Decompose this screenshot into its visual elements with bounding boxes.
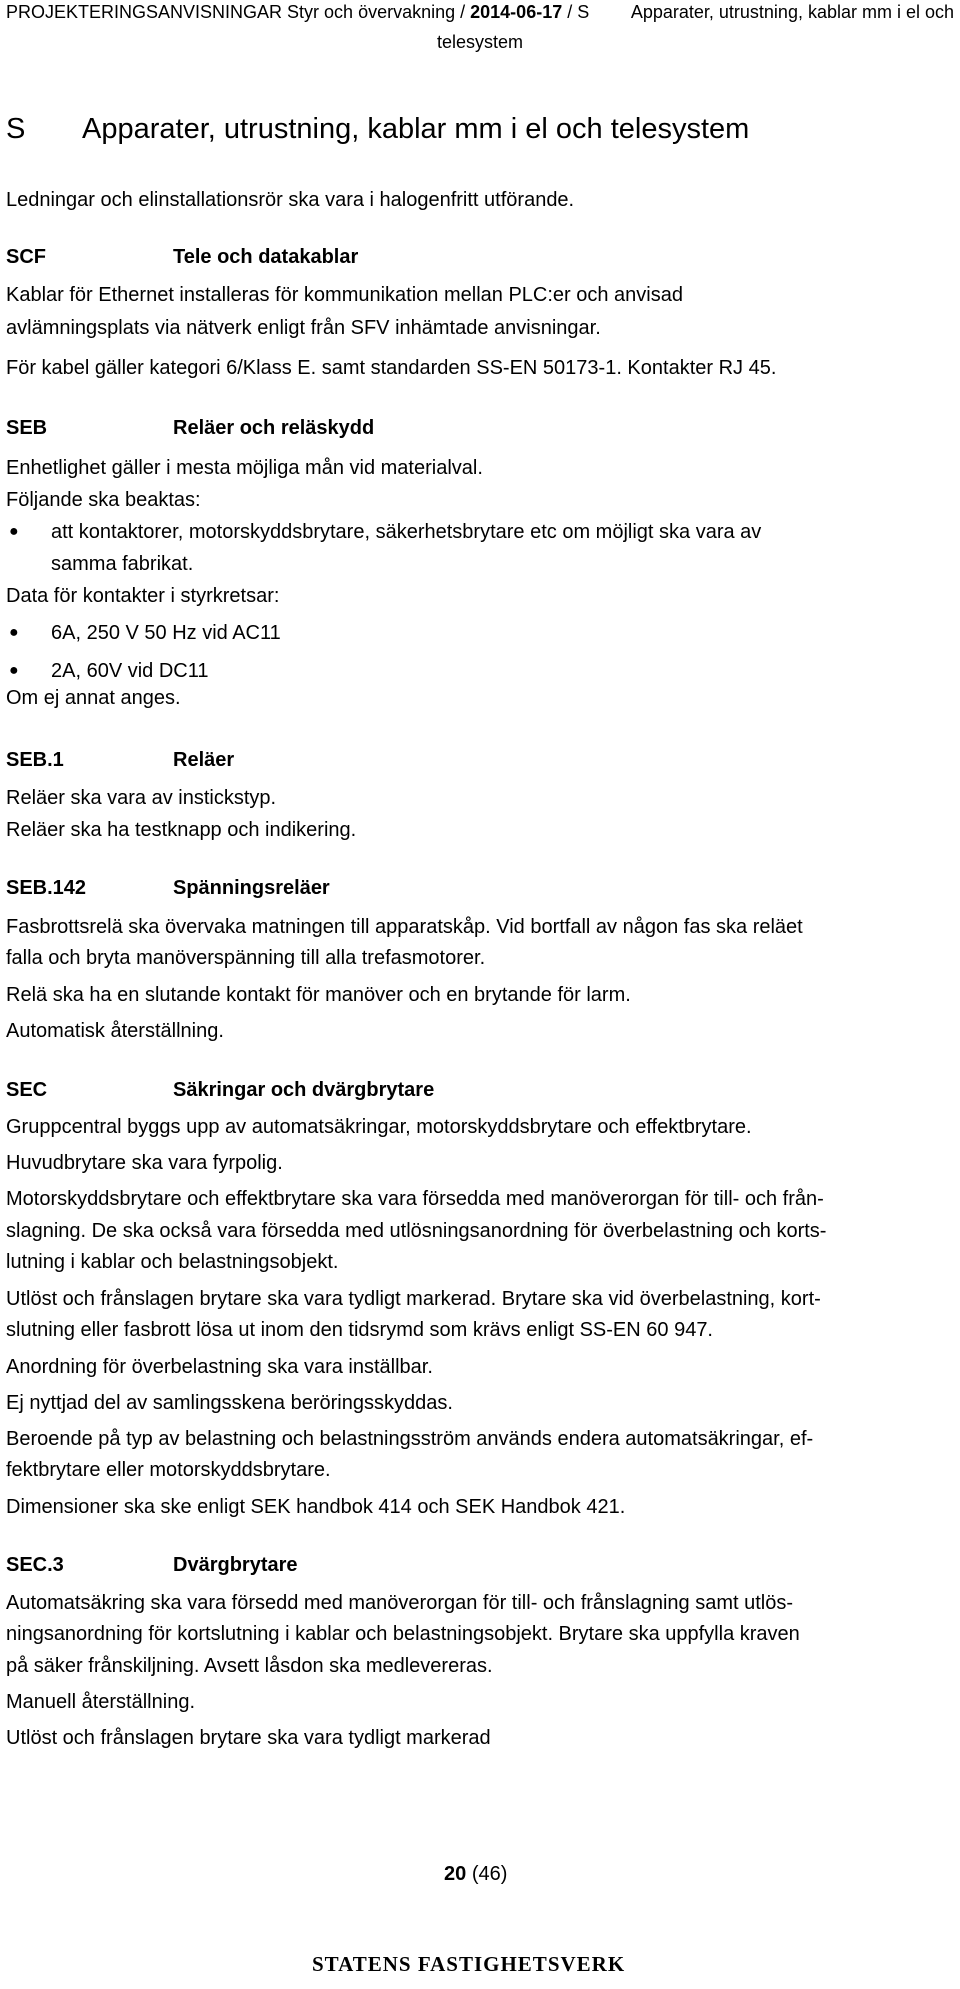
intro-text: Ledningar och elinstallationsrör ska vara i halogenfritt utförande.: [6, 189, 575, 211]
header-left: [6, 1, 589, 23]
sec-p2: Huvudbrytare ska vara fyrpolig.: [6, 1152, 283, 1174]
section-heading-sec: Säkringar och dvärgbrytare: [173, 1079, 435, 1101]
footer-logo: STATENS FASTIGHETSVERK: [312, 1952, 626, 1976]
seb-p4: Om ej annat anges.: [6, 687, 181, 709]
sec3-p1-line1: Automatsäkring ska vara försedd med manöverorgan för till- och frånslagning samt utlös-: [6, 1592, 794, 1614]
sec-p6: Ej nyttjad del av samlingsskena beröringsskyddas.: [6, 1392, 453, 1414]
seb142-p1-line2: falla och bryta manöverspänning till alla trefasmotorer.: [6, 947, 486, 969]
seb-bullet2: 6A, 250 V 50 Hz vid AC11: [51, 622, 281, 644]
section-code-seb142: SEB.142: [6, 877, 87, 899]
seb-bullet1-line1: att kontaktorer, motorskyddsbrytare, säkerhetsbrytare etc om möjligt ska vara av: [51, 521, 762, 543]
seb1-p1: Reläer ska vara av instickstyp.: [6, 787, 277, 809]
section-heading-seb: Reläer och reläskydd: [173, 417, 375, 439]
section-heading-seb142: Spänningsreläer: [173, 877, 330, 899]
sec-p5: Anordning för överbelastning ska vara inställbar.: [6, 1356, 433, 1378]
seb-bullet3: 2A, 60V vid DC11: [51, 660, 209, 682]
bullet-icon: ●: [9, 523, 19, 540]
sec3-p2: Manuell återställning.: [6, 1691, 195, 1713]
section-heading-scf: Tele och datakablar: [173, 246, 359, 268]
sec3-p1-line2: ningsanordning för kortslutning i kablar och belastningsobjekt. Brytare ska uppfylla kraven: [6, 1623, 800, 1645]
section-code-sec3: SEC.3: [6, 1554, 64, 1576]
sec-p7-line2: fektbrytare eller motorskyddsbrytare.: [6, 1459, 331, 1481]
sec-p4-line1: Utlöst och frånslagen brytare ska vara tydligt markerad. Brytare ska vid överbelastning, kort-: [6, 1288, 821, 1310]
seb-p3: Data för kontakter i styrkretsar:: [6, 585, 280, 607]
header-right: Apparater, utrustning, kablar mm i el och: [630, 2, 954, 22]
section-code-seb1: SEB.1: [6, 749, 64, 771]
seb-bullet1-line2: samma fabrikat.: [51, 553, 194, 575]
sec3-p1-line3: på säker frånskiljning. Avsett låsdon ska medlevereras.: [6, 1655, 493, 1677]
header-date: 2014-06-17: [470, 2, 563, 22]
sec3-p3: Utlöst och frånslagen brytare ska vara tydligt markerad: [6, 1727, 491, 1749]
page-number-current: 20: [444, 1863, 467, 1885]
sec-p3-line3: lutning i kablar och belastningsobjekt.: [6, 1251, 339, 1273]
seb142-p1-line1: Fasbrottsrelä ska övervaka matningen till apparatskåp. Vid bortfall av någon fas ska reläet: [6, 916, 803, 938]
page-number: [444, 1862, 507, 1886]
seb1-p2: Reläer ska ha testknapp och indikering.: [6, 819, 357, 841]
seb-p1: Enhetlighet gäller i mesta möjliga mån vid materialval.: [6, 457, 483, 479]
bullet-icon: ●: [9, 624, 19, 641]
seb142-p3: Automatisk återställning.: [6, 1020, 224, 1042]
seb-p2: Följande ska beaktas:: [6, 489, 201, 511]
scf-p1-line2: avlämningsplats via nätverk enligt från SFV inhämtade anvisningar.: [6, 317, 601, 339]
section-code-seb: SEB: [6, 417, 48, 439]
section-heading-seb1: Reläer: [173, 749, 235, 771]
sec-p3-line1: Motorskyddsbrytare och effektbrytare ska vara försedda med manöverorgan för till- och från-: [6, 1188, 824, 1210]
sec-p1: Gruppcentral byggs upp av automatsäkringar, motorskyddsbrytare och effektbrytare.: [6, 1116, 752, 1138]
section-code-scf: SCF: [6, 246, 46, 268]
scf-p1-line1: Kablar för Ethernet installeras för kommunikation mellan PLC:er och anvisad: [6, 284, 683, 306]
page-number-total: (46): [471, 1863, 508, 1885]
page-title: Apparater, utrustning, kablar mm i el och telesystem: [82, 113, 750, 145]
sec-p4-line2: slutning eller fasbrott lösa ut inom den tidsrymd som krävs enligt SS-EN 60 947.: [6, 1319, 713, 1341]
page-title-code: S: [6, 113, 26, 145]
header-line2: telesystem: [437, 32, 524, 52]
sec-p7-line1: Beroende på typ av belastning och belastningsström används endera automatsäkringar, ef-: [6, 1428, 814, 1450]
header-section: / S: [562, 2, 590, 22]
header-doc-title: PROJEKTERINGSANVISNINGAR Styr och övervakning /: [6, 2, 471, 22]
seb142-p2: Relä ska ha en slutande kontakt för manöver och en brytande för larm.: [6, 984, 631, 1006]
scf-p2: För kabel gäller kategori 6/Klass E. samt standarden SS-EN 50173-1. Kontakter RJ 45.: [6, 357, 777, 379]
bullet-icon: ●: [9, 662, 19, 679]
sec-p3-line2: slagning. De ska också vara försedda med utlösningsanordning för överbelastning och korts-: [6, 1220, 827, 1242]
section-code-sec: SEC: [6, 1079, 48, 1101]
sec-p8: Dimensioner ska ske enligt SEK handbok 414 och SEK Handbok 421.: [6, 1496, 626, 1518]
section-heading-sec3: Dvärgbrytare: [173, 1554, 298, 1576]
